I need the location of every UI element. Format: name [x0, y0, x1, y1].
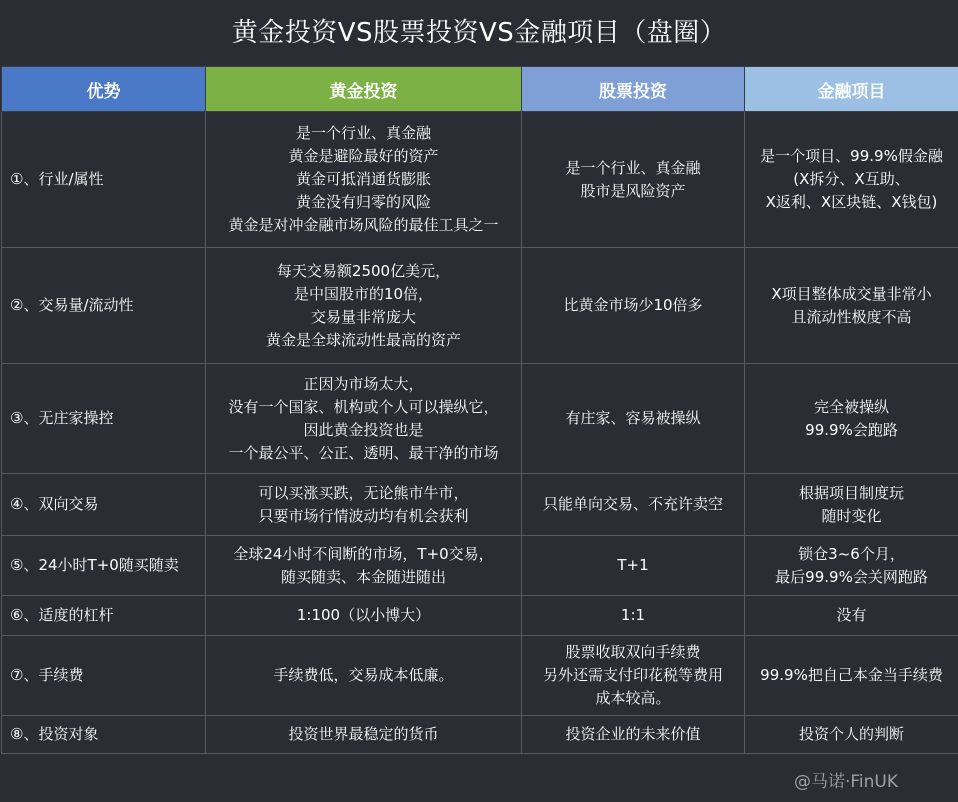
gold-cell: 是一个行业、真金融 黄金是避险最好的资产 黄金可抵消通货膨胀 黄金没有归零的风险 黄金是对冲金融市场风险的最佳工具之一 — [206, 112, 522, 248]
project-cell: 没有 — [745, 596, 958, 636]
row-label: ①、行业/属性 — [2, 112, 206, 248]
page-title: 黄金投资VS股票投资VS金融项目（盘圈） — [231, 18, 727, 48]
header-stock: 股票投资 — [522, 67, 745, 112]
stock-cell: 比黄金市场少10倍多 — [522, 248, 745, 364]
gold-cell: 每天交易额2500亿美元， 是中国股市的10倍， 交易量非常庞大 黄金是全球流动性最高的资产 — [206, 248, 522, 364]
row-label: ⑤、24小时T+0随买随卖 — [2, 536, 206, 596]
stock-cell: 投资企业的未来价值 — [522, 716, 745, 754]
header-advantage: 优势 — [2, 67, 206, 112]
watermark: @马诺·FinUK — [793, 772, 898, 792]
project-cell: 是一个项目、99.9%假金融 (X拆分、X互助、 X返利、X区块链、X钱包) — [745, 112, 958, 248]
gold-cell: 全球24小时不间断的市场，T+0交易， 随买随卖、本金随进随出 — [206, 536, 522, 596]
project-cell: 完全被操纵 99.9%会跑路 — [745, 364, 958, 474]
project-cell: 投资个人的判断 — [745, 716, 958, 754]
row-label: ⑥、适度的杠杆 — [2, 596, 206, 636]
row-label: ⑦、手续费 — [2, 636, 206, 716]
project-cell: 锁仓3~6个月， 最后99.9%会关网跑路 — [745, 536, 958, 596]
stock-cell: 有庄家、容易被操纵 — [522, 364, 745, 474]
header-project: 金融项目 — [745, 67, 958, 112]
gold-cell: 正因为市场太大， 没有一个国家、机构或个人可以操纵它， 因此黄金投资也是 一个最公平、公正、透明、最干净的市场 — [206, 364, 522, 474]
table-row — [2, 596, 958, 636]
project-cell: 99.9%把自己本金当手续费 — [745, 636, 958, 716]
table-row — [2, 636, 958, 716]
row-label: ⑧、投资对象 — [2, 716, 206, 754]
project-cell: 根据项目制度玩 随时变化 — [745, 474, 958, 536]
stock-cell: T+1 — [522, 536, 745, 596]
table-row — [2, 112, 958, 248]
gold-cell: 手续费低，交易成本低廉。 — [206, 636, 522, 716]
comparison-table — [1, 66, 958, 754]
project-cell: X项目整体成交量非常小 且流动性极度不高 — [745, 248, 958, 364]
stock-cell: 股票收取双向手续费 另外还需支付印花税等费用 成本较高。 — [522, 636, 745, 716]
table-row — [2, 248, 958, 364]
row-label: ③、无庄家操控 — [2, 364, 206, 474]
table-row — [2, 716, 958, 754]
gold-cell: 1:100（以小博大） — [206, 596, 522, 636]
table-row — [2, 474, 958, 536]
row-label: ②、交易量/流动性 — [2, 248, 206, 364]
row-label: ④、双向交易 — [2, 474, 206, 536]
gold-cell: 可以买涨买跌，无论熊市牛市， 只要市场行情波动均有机会获利 — [206, 474, 522, 536]
table-row — [2, 364, 958, 474]
stock-cell: 只能单向交易、不充许卖空 — [522, 474, 745, 536]
stock-cell: 1:1 — [522, 596, 745, 636]
gold-cell: 投资世界最稳定的货币 — [206, 716, 522, 754]
header-gold: 黄金投资 — [206, 67, 522, 112]
stock-cell: 是一个行业、真金融 股市是风险资产 — [522, 112, 745, 248]
header-row — [2, 67, 958, 112]
table-row — [2, 536, 958, 596]
